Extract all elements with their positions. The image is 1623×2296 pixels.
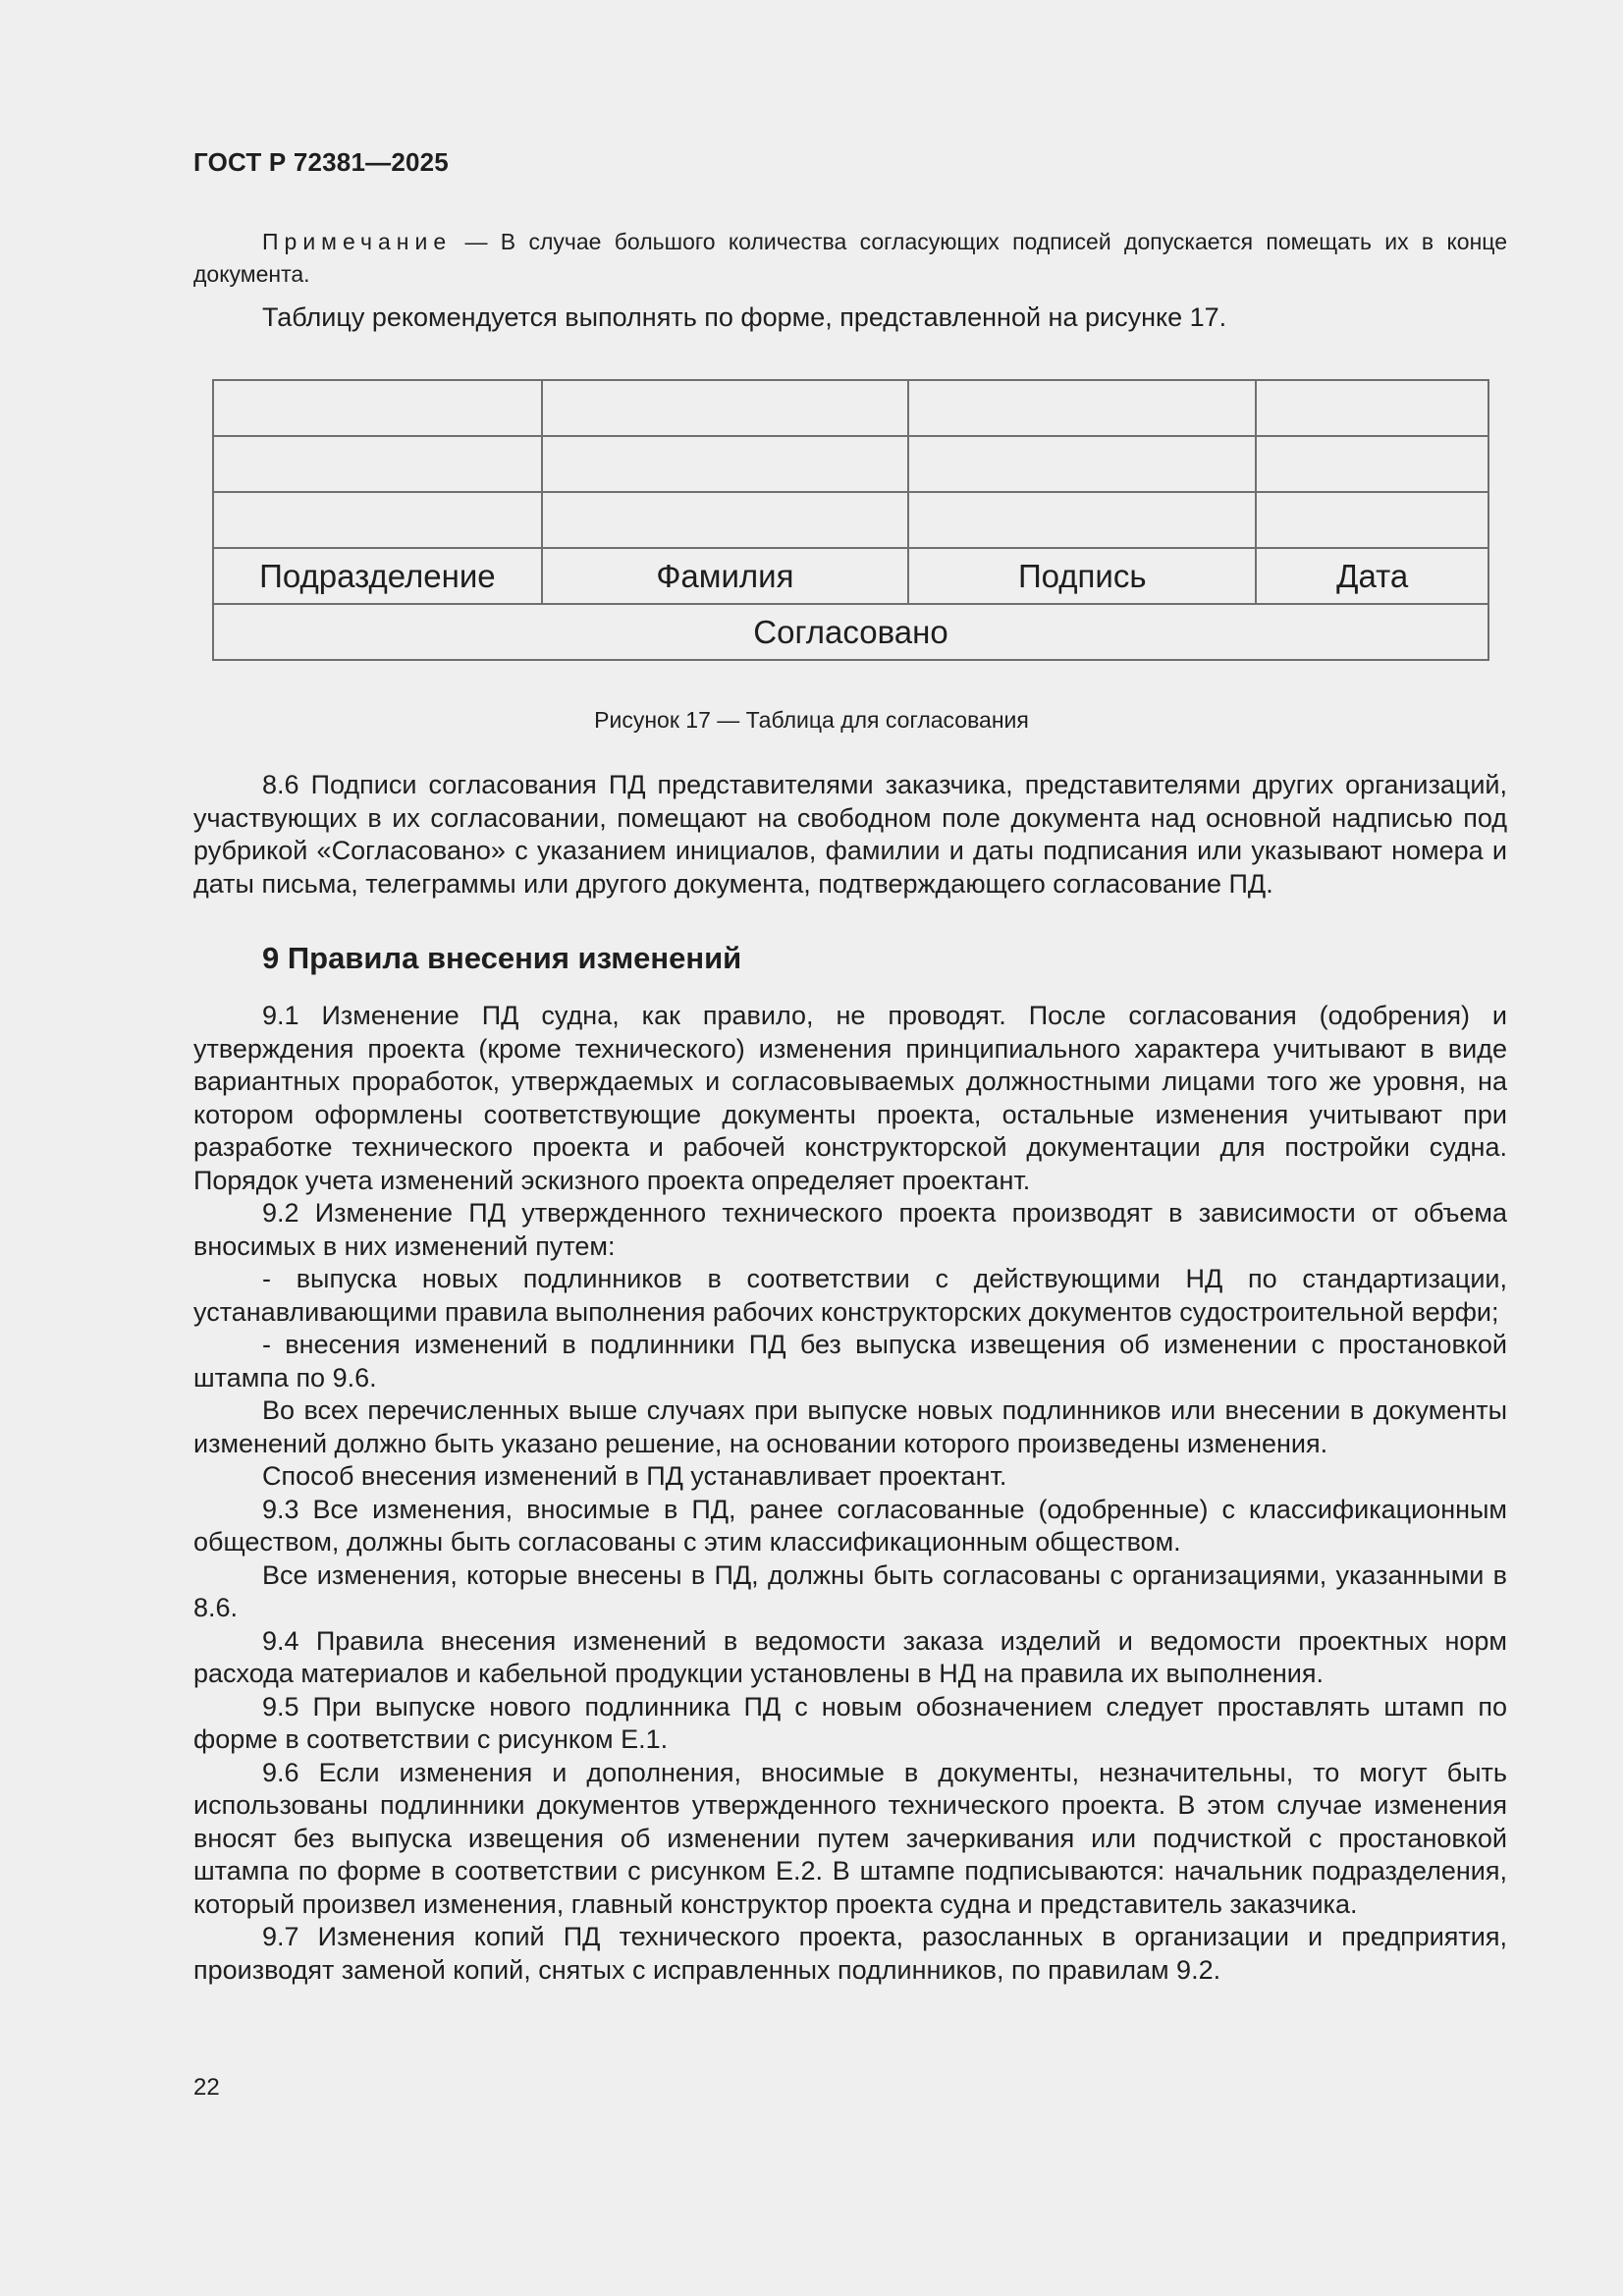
approved-label: Согласовано [213, 604, 1488, 660]
paragraph: 9.5 При выпуске нового подлинника ПД с новым обозначением следует проставлять штамп по форме в соответствии с рисунком Е.1. [193, 1691, 1507, 1754]
list-item: - выпуска новых подлинников в соответствии с действующими НД по стандартизации, устанавливающими правила выполнения рабочих конструкторских документов судостроительной верфи; [193, 1264, 1507, 1327]
paragraph: Во всех перечисленных выше случаях при выпуске новых подлинников или внесении в документы изменений должно быть указано решение, на основании которого произведены изменения. [193, 1395, 1507, 1458]
paragraph: 9.7 Изменения копий ПД технического проекта, разосланных в организации и предприятия, производят заменой копий, снятых с исправленных подлинников, по правилам 9.2. [193, 1922, 1507, 1985]
table-cell [908, 380, 1256, 436]
list-item: - внесения изменений в подлинники ПД без выпуска извещения об изменении с простановкой штампа по 9.6. [193, 1330, 1507, 1393]
table-cell [213, 436, 542, 492]
table-cell [213, 380, 542, 436]
paragraph: 9.2 Изменение ПД утвержденного технического проекта производят в зависимости от объема вносимых в них изменений путем: [193, 1198, 1507, 1261]
paragraph: Все изменения, которые внесены в ПД, должны быть согласованы с организациями, указанными в 8.6. [193, 1559, 1507, 1622]
table-row [213, 492, 1488, 548]
figure-caption: Рисунок 17 — Таблица для согласования [594, 707, 1029, 733]
section-heading: 9 Правила внесения изменений [262, 941, 742, 975]
column-header-signature: Подпись [908, 548, 1256, 604]
table-cell [1256, 492, 1488, 548]
table-cell [908, 436, 1256, 492]
page-number: 22 [193, 2074, 220, 2101]
table-cell [1256, 436, 1488, 492]
section-8-6 [193, 769, 1507, 901]
table-header-row [213, 548, 1488, 604]
column-header-date: Дата [1256, 548, 1488, 604]
note-label: Примечание [262, 229, 453, 254]
paragraph: 9.4 Правила внесения изменений в ведомости заказа изделий и ведомости проектных норм расхода материалов и кабельной продукции установлены в НД на правила их выполнения. [193, 1625, 1507, 1688]
table-cell [542, 436, 908, 492]
table-cell [213, 492, 542, 548]
table-cell [542, 380, 908, 436]
table-row [213, 380, 1488, 436]
table-cell [542, 492, 908, 548]
table-row [213, 436, 1488, 492]
column-header-department: Подразделение [213, 548, 542, 604]
section-9-body [193, 1000, 1507, 1987]
document-header: ГОСТ Р 72381—2025 [193, 147, 449, 177]
paragraph: 8.6 Подписи согласования ПД представителями заказчика, представителями других организаций, участвующих в их согласовании, помещают на свободном поле документа над основной надписью под рубрикой «Согласовано» с указанием инициалов, фамилии и даты подписания или указывают номера и даты письма, телеграммы или другого документа, подтверждающего согласование ПД. [193, 770, 1507, 899]
column-header-surname: Фамилия [542, 548, 908, 604]
paragraph: Способ внесения изменений в ПД устанавливает проектант. [262, 1461, 1007, 1491]
table-cell [1256, 380, 1488, 436]
paragraph: 9.3 Все изменения, вносимые в ПД, ранее согласованные (одобренные) с классификационным обществом, должны быть согласованы с этим классификационным обществом. [193, 1494, 1507, 1557]
note [193, 226, 1507, 291]
paragraph: 9.6 Если изменения и дополнения, вносимые в документы, незначительны, то могут быть использованы подлинники документов утвержденного технического проекта. В этом случае изменения вносят без выпуска извещения об изменении путем зачеркивания или подчисткой с простановкой штампа по форме в соответствии с рисунком Е.2. В штампе подписываются: начальник подразделения, который произвел изменения, главный конструктор проекта судна и представитель заказчика. [193, 1757, 1507, 1919]
paragraph: 9.1 Изменение ПД судна, как правило, не проводят. После согласования (одобрения) и утверждения проекта (кроме технического) изменения принципиального характера учитывают в виде вариантных проработок, утверждаемых и согласовываемых должностными лицами того же уровня, на котором оформлены соответствующие документы проекта, остальные изменения учитывают при разработке технического проекта и рабочей конструкторской документации для постройки судна. Порядок учета изменений эскизного проекта определяет проектант. [193, 1001, 1507, 1195]
approval-table [212, 379, 1489, 661]
intro-text: Таблицу рекомендуется выполнять по форме, представленной на рисунке 17. [262, 302, 1227, 332]
table-cell [908, 492, 1256, 548]
table-footer-row [213, 604, 1488, 660]
note-text: — В случае большого количества согласующих подписей допускается помещать их в конце документа. [193, 229, 1507, 287]
